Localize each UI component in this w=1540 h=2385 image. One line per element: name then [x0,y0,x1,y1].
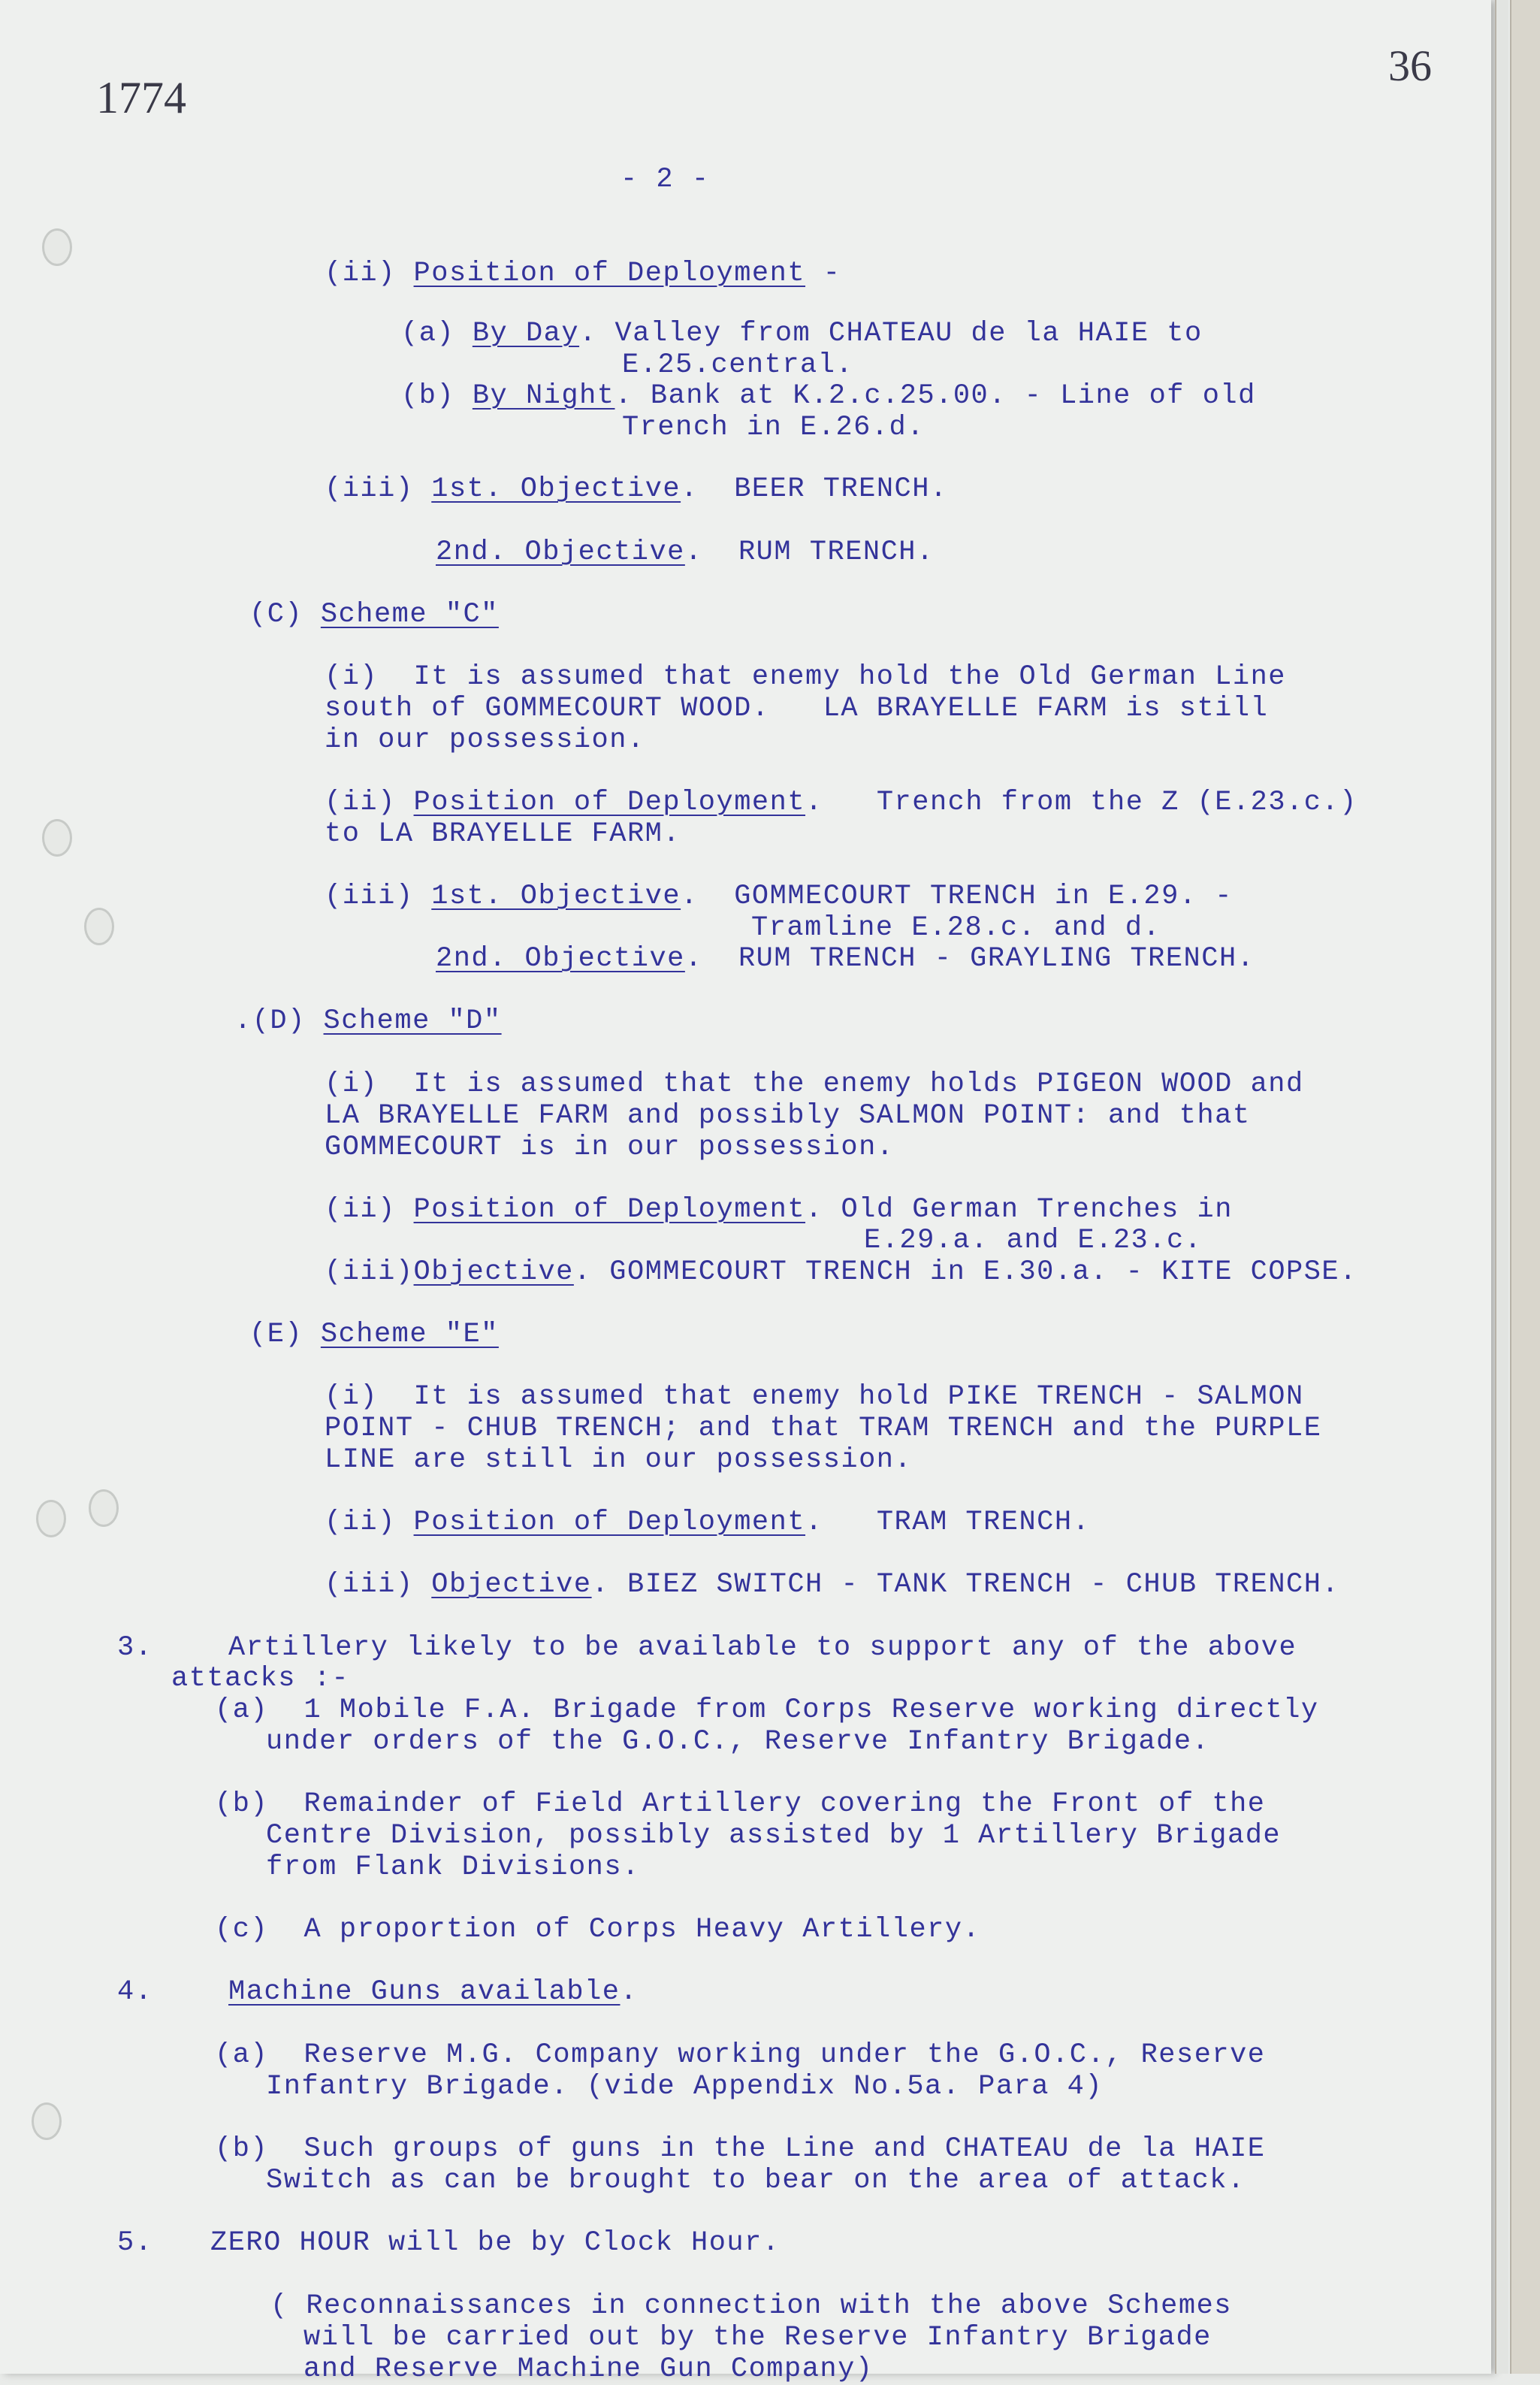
scheme-c-i-line1: (i) It is assumed that enemy hold the Old German Line [325,661,1286,693]
scheme-c-objective-1: (iii) 1st. Objective. GOMMECOURT TRENCH in E.29. - [325,881,1233,912]
scheme-b-ii: (ii) Position of Deployment - [325,258,841,289]
scheme-b-day-cont: E.25.central. [622,349,854,381]
scheme-c-heading: (C) Scheme "C" [249,599,499,630]
scheme-e-heading: (E) Scheme "E" [249,1319,499,1350]
para-3-b-cont2: from Flank Divisions. [266,1851,640,1883]
scheme-d-heading: .(D) Scheme "D" [234,1005,502,1037]
scheme-c-i-line3: in our possession. [325,724,645,756]
scheme-c-i-line2: south of GOMMECOURT WOOD. LA BRAYELLE FARM is still [325,693,1269,724]
punch-hole [42,228,72,266]
punch-hole [42,819,72,857]
para-3-b: (b) Remainder of Field Artillery covering the Front of the [215,1788,1266,1820]
punch-hole [89,1489,119,1527]
para-5-number: 5. [117,2227,153,2259]
note-line1: ( Reconnaissances in connection with the above Schemes [270,2290,1232,2322]
scheme-b-objective-1: (iii) 1st. Objective. BEER TRENCH. [325,473,948,505]
scheme-d-i-line2: LA BRAYELLE FARM and possibly SALMON POINT: and that [325,1100,1251,1132]
para-3-a-cont: under orders of the G.O.C., Reserve Infantry Brigade. [266,1726,1210,1758]
scheme-c-objective-2: 2nd. Objective. RUM TRENCH - GRAYLING TRENCH. [436,943,1255,975]
scheme-d-i-line3: GOMMECOURT is in our possession. [325,1132,895,1163]
para-3-b-cont1: Centre Division, possibly assisted by 1 Artillery Brigade [266,1820,1282,1851]
note-line3: and Reserve Machine Gun Company) [303,2353,874,2385]
handwritten-page-number: 1774 [96,73,186,122]
para-4-b-cont: Switch as can be brought to bear on the area of attack. [266,2165,1246,2196]
scheme-c-ii-cont: to LA BRAYELLE FARM. [325,818,681,850]
scheme-d-i-line1: (i) It is assumed that the enemy holds PIGEON WOOD and [325,1069,1304,1100]
page-edge [1510,0,1540,2374]
scheme-e-iii: (iii) Objective. BIEZ SWITCH - TANK TRENCH - CHUB TRENCH. [325,1569,1340,1601]
scheme-c-objective-1-cont: Tramline E.28.c. and d. [751,912,1161,944]
punch-hole [32,2102,62,2140]
scheme-b-objective-2: 2nd. Objective. RUM TRENCH. [436,537,935,568]
para-3-line2: attacks :- [171,1663,350,1694]
scheme-e-i-line2: POINT - CHUB TRENCH; and that TRAM TRENCH and the PURPLE [325,1413,1322,1444]
punch-hole [36,1500,66,1537]
para-3-c: (c) A proportion of Corps Heavy Artillery. [215,1914,981,1945]
scheme-e-i-line1: (i) It is assumed that enemy hold PIKE TRENCH - SALMON [325,1381,1304,1413]
folio-number: 36 [1388,41,1432,90]
page-marker: - 2 - [621,164,710,195]
note-line2: will be carried out by the Reserve Infantry Brigade [303,2322,1212,2353]
para-3-a: (a) 1 Mobile F.A. Brigade from Corps Reserve working directly [215,1694,1319,1726]
para-4-b: (b) Such groups of guns in the Line and CHATEAU de la HAIE [215,2133,1266,2165]
scheme-c-ii: (ii) Position of Deployment. Trench from the Z (E.23.c.) [325,787,1357,818]
punch-hole [84,908,114,945]
scheme-b-night: (b) By Night. Bank at K.2.c.25.00. - Line of old [401,380,1256,412]
para-5-text: ZERO HOUR will be by Clock Hour. [210,2227,781,2259]
para-4-a-cont: Infantry Brigade. (vide Appendix No.5a. Para 4) [266,2071,1104,2102]
para-3-line1: Artillery likely to be available to support any of the above [228,1632,1297,1664]
page-edge [1495,0,1508,2374]
para-4-heading: Machine Guns available. [228,1976,639,2008]
scheme-d-ii-cont: E.29.a. and E.23.c. [864,1225,1203,1256]
scheme-d-iii: (iii)Objective. GOMMECOURT TRENCH in E.30.a. - KITE COPSE. [325,1256,1357,1288]
scheme-d-ii: (ii) Position of Deployment. Old German Trenches in [325,1194,1233,1226]
para-3-number: 3. [117,1632,153,1664]
para-4-a: (a) Reserve M.G. Company working under the G.O.C., Reserve [215,2039,1266,2071]
scheme-b-day: (a) By Day. Valley from CHATEAU de la HAIE to [401,318,1203,349]
para-4-number: 4. [117,1976,153,2008]
scheme-b-night-cont: Trench in E.26.d. [622,412,925,443]
scheme-e-ii: (ii) Position of Deployment. TRAM TRENCH. [325,1507,1091,1538]
scheme-e-i-line3: LINE are still in our possession. [325,1444,913,1476]
